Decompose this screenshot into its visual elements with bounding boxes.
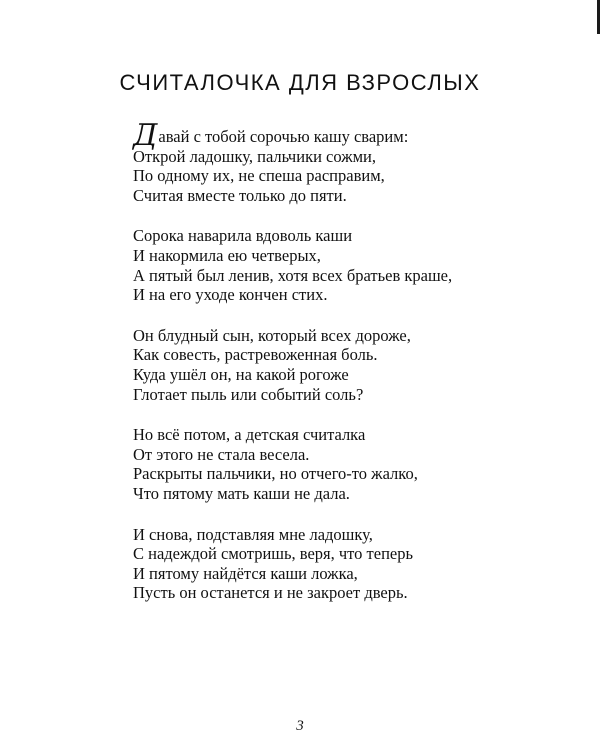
poem-line: По одному их, не спеша расправим, <box>133 166 385 186</box>
poem-line: От этого не стала весела. <box>133 444 310 464</box>
poem-line: А пятый был ленив, хотя всех братьев краше, <box>133 265 453 285</box>
poem-line: Пусть он останется и не закроет дверь. <box>133 583 408 603</box>
poem-line: Куда ушёл он, на какой рогоже <box>133 364 349 384</box>
poem-line: Открой ладошку, пальчики сожми, <box>133 146 376 166</box>
poem-line: Он блудный сын, который всех дороже, <box>133 325 411 345</box>
poem-line: Раскрыты пальчики, но отчего-то жалко, <box>133 464 418 484</box>
drop-cap: Д <box>133 118 158 153</box>
poem-line-first <box>133 118 573 153</box>
poem-title: СЧИТАЛОЧКА ДЛЯ ВЗРОСЛЫХ <box>119 70 481 95</box>
stanza-4 <box>133 425 573 503</box>
poem-line: С надеждой смотришь, веря, что теперь <box>133 544 414 564</box>
stanza-5 <box>133 525 573 603</box>
stanza-2 <box>133 226 573 304</box>
poem-line: Как совесть, растревоженная боль. <box>133 345 378 365</box>
poem-body <box>133 118 573 624</box>
poem-line: И накормила ею четверых, <box>133 245 321 265</box>
poem-line: Что пятому мать каши не дала. <box>133 483 350 503</box>
poem-line: Считая вместе только до пяти. <box>133 185 347 205</box>
poem-line: Глотает пыль или событий соль? <box>133 384 364 404</box>
poem-line: Сорока наварила вдоволь каши <box>133 226 353 246</box>
poem-line: И на его уходе кончен стих. <box>133 285 328 305</box>
page-number: 3 <box>296 718 304 734</box>
poem-line: И пятому найдётся каши ложка, <box>133 563 358 583</box>
stanza-3 <box>133 326 573 404</box>
poem-line: И снова, подставляя мне ладошку, <box>133 524 373 544</box>
stanza-1 <box>133 118 573 205</box>
poem-line: Но всё потом, а детская считалка <box>133 425 366 445</box>
first-line-rest: авай с тобой сорочью кашу сварим: <box>158 127 409 146</box>
